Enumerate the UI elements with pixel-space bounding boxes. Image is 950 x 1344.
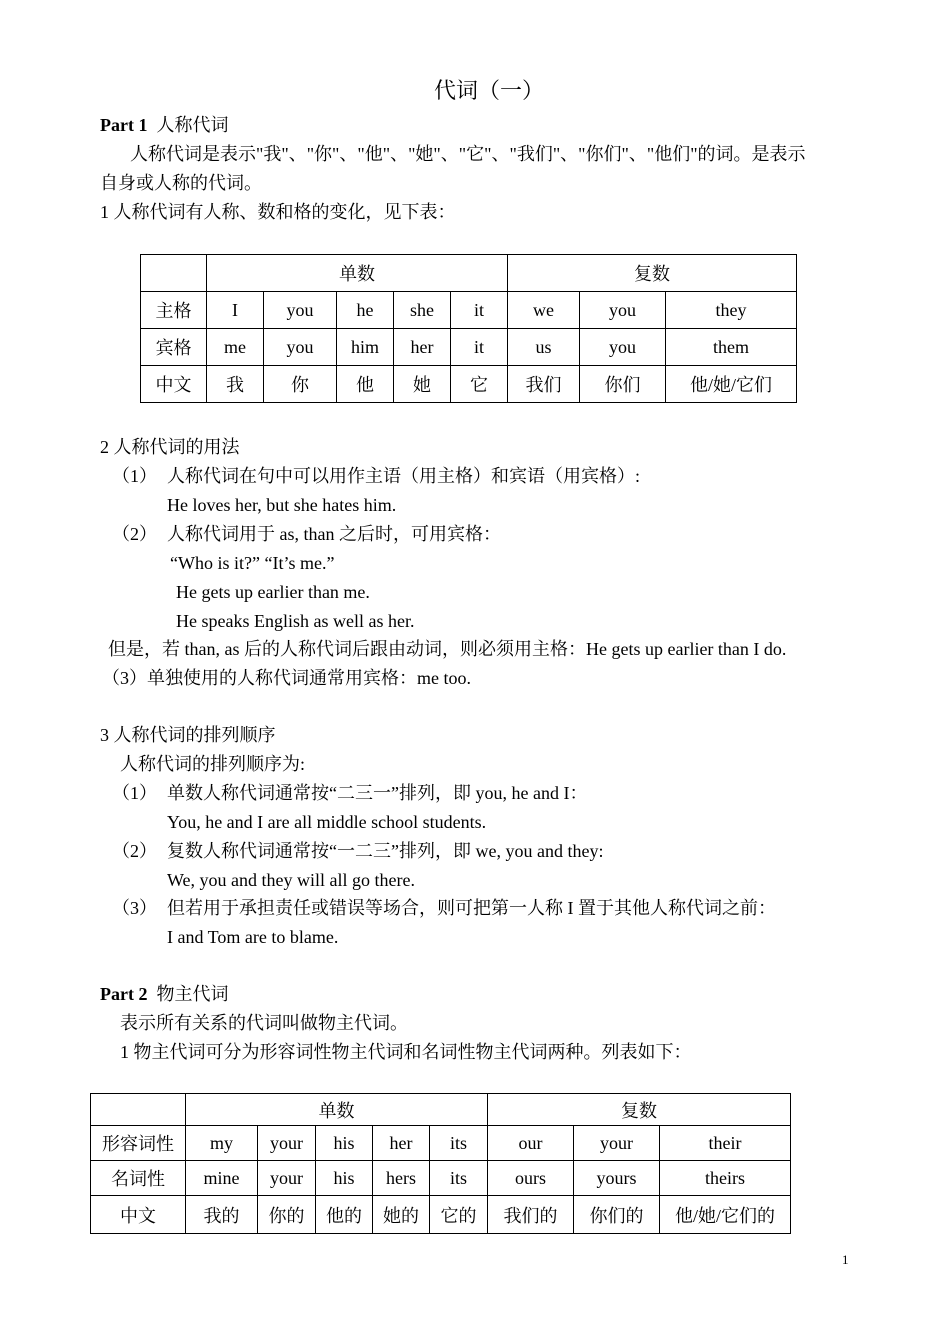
usage-example-1: He loves her, but she hates him. <box>167 495 397 515</box>
table-cell: her <box>373 1126 430 1161</box>
part1-intro-line2: 自身或人称的代词。 <box>100 173 262 193</box>
table-cell: 你 <box>264 366 337 403</box>
table-cell: 它的 <box>430 1196 488 1234</box>
table-cell: hers <box>373 1161 430 1196</box>
table-cell: 你们 <box>580 366 666 403</box>
table-cell: us <box>508 329 580 366</box>
table-cell: its <box>430 1126 488 1161</box>
page-title: 代词（一） <box>434 78 545 103</box>
usage-num-1: （1） <box>112 466 157 486</box>
table-cell: your <box>258 1126 316 1161</box>
order-example-1: You, he and I are all middle school students. <box>167 812 487 832</box>
order-text-1: 单数人称代词通常按“二三一”排列，即 you, he and I： <box>167 783 588 803</box>
usage-example-2c: He speaks English as well as her. <box>176 611 415 631</box>
part2-name: 物主代词 <box>156 984 229 1004</box>
table-cell: 我 <box>207 366 264 403</box>
part1-point1: 1 人称代词有人称、数和格的变化，见下表： <box>100 202 456 222</box>
row-head: 宾格 <box>141 329 207 366</box>
row-head: 形容词性 <box>91 1126 186 1161</box>
table-cell: 你们的 <box>574 1196 660 1234</box>
table-cell: ours <box>488 1161 574 1196</box>
table-cell: 他的 <box>316 1196 373 1234</box>
part2-label: Part 2 <box>100 984 148 1004</box>
row-head: 主格 <box>141 292 207 329</box>
part1-label: Part 1 <box>100 115 148 135</box>
row-head: 名词性 <box>91 1161 186 1196</box>
order-num-2: （2） <box>112 841 157 861</box>
table-cell: you <box>580 329 666 366</box>
table-cell: you <box>580 292 666 329</box>
usage-example-2a: “Who is it?” “It’s me.” <box>170 553 335 573</box>
page-number: 1 <box>842 1252 849 1267</box>
table-cell: 它 <box>451 366 508 403</box>
table-cell: he <box>337 292 394 329</box>
table-cell: our <box>488 1126 574 1161</box>
table-cell: they <box>666 292 797 329</box>
usage-text-1: 人称代词在句中可以用作主语（用主格）和宾语（用宾格）: <box>167 466 640 486</box>
plural-header: 复数 <box>508 255 797 292</box>
table-row <box>91 1161 791 1196</box>
plural-header: 复数 <box>488 1094 791 1126</box>
table-cell: 你的 <box>258 1196 316 1234</box>
table-row <box>91 1196 791 1234</box>
usage-text-2: 人称代词用于 as, than 之后时，可用宾格： <box>167 524 501 544</box>
row-head: 中文 <box>91 1196 186 1234</box>
usage-num-3: （3）单独使用的人称代词通常用宾格：me too. <box>102 668 471 688</box>
order-num-1: （1） <box>112 783 157 803</box>
table-cell: him <box>337 329 394 366</box>
order-text-2: 复数人称代词通常按“一二三”排列，即 we, you and they: <box>167 841 604 861</box>
usage-example-2b: He gets up earlier than me. <box>176 582 370 602</box>
table-cell: his <box>316 1126 373 1161</box>
table-cell: 她 <box>394 366 451 403</box>
table-cell: it <box>451 292 508 329</box>
table-row <box>141 329 797 366</box>
order-intro: 人称代词的排列顺序为: <box>120 754 305 774</box>
table-cell: their <box>660 1126 791 1161</box>
table-cell: we <box>508 292 580 329</box>
table-cell: yours <box>574 1161 660 1196</box>
table-cell: me <box>207 329 264 366</box>
table-cell: its <box>430 1161 488 1196</box>
order-heading: 3 人称代词的排列顺序 <box>100 725 276 745</box>
usage-but: 但是，若 than, as 后的人称代词后跟由动词，则必须用主格：He gets up earlier than I do. <box>108 639 787 659</box>
personal-pronoun-table <box>140 254 797 403</box>
table-cell: his <box>316 1161 373 1196</box>
part2-intro: 表示所有关系的代词叫做物主代词。 <box>120 1013 408 1033</box>
table-row <box>91 1126 791 1161</box>
table-cell: you <box>264 329 337 366</box>
order-example-2: We, you and they will all go there. <box>167 870 415 890</box>
table-cell: 我们的 <box>488 1196 574 1234</box>
table-row <box>141 292 797 329</box>
table-cell: your <box>258 1161 316 1196</box>
table-cell: it <box>451 329 508 366</box>
table-cell: my <box>186 1126 258 1161</box>
table-cell: you <box>264 292 337 329</box>
table-corner-cell <box>141 255 207 292</box>
table-cell: 我的 <box>186 1196 258 1234</box>
table-row <box>141 366 797 403</box>
table-cell: them <box>666 329 797 366</box>
singular-header: 单数 <box>186 1094 488 1126</box>
possessive-pronoun-table <box>90 1093 791 1234</box>
table-cell: 他/她/它们的 <box>660 1196 791 1234</box>
table-corner-cell <box>91 1094 186 1126</box>
table-cell: mine <box>186 1161 258 1196</box>
table-cell: theirs <box>660 1161 791 1196</box>
part2-point1: 1 物主代词可分为形容词性物主代词和名词性物主代词两种。列表如下： <box>120 1042 692 1062</box>
table-cell: I <box>207 292 264 329</box>
part1-intro-line1: 人称代词是表示"我"、"你"、"他"、"她"、"它"、"我们"、"你们"、"他们"的词。是表示 <box>130 144 806 164</box>
usage-num-2: （2） <box>112 524 157 544</box>
table-cell: she <box>394 292 451 329</box>
table-cell: 我们 <box>508 366 580 403</box>
table-cell: 他/她/它们 <box>666 366 797 403</box>
table-header-row <box>141 255 797 292</box>
table-cell: her <box>394 329 451 366</box>
part2-heading <box>100 985 228 1003</box>
table-cell: your <box>574 1126 660 1161</box>
order-example-3: I and Tom are to blame. <box>167 927 339 947</box>
table-header-row <box>91 1094 791 1126</box>
row-head: 中文 <box>141 366 207 403</box>
part1-heading <box>100 116 228 134</box>
table-cell: 他 <box>337 366 394 403</box>
usage-heading: 2 人称代词的用法 <box>100 437 240 457</box>
singular-header: 单数 <box>207 255 508 292</box>
table-cell: 她的 <box>373 1196 430 1234</box>
order-num-3: （3） <box>112 898 157 918</box>
part1-name: 人称代词 <box>156 115 229 135</box>
order-text-3: 但若用于承担责任或错误等场合，则可把第一人称 I 置于其他人称代词之前： <box>167 898 776 918</box>
